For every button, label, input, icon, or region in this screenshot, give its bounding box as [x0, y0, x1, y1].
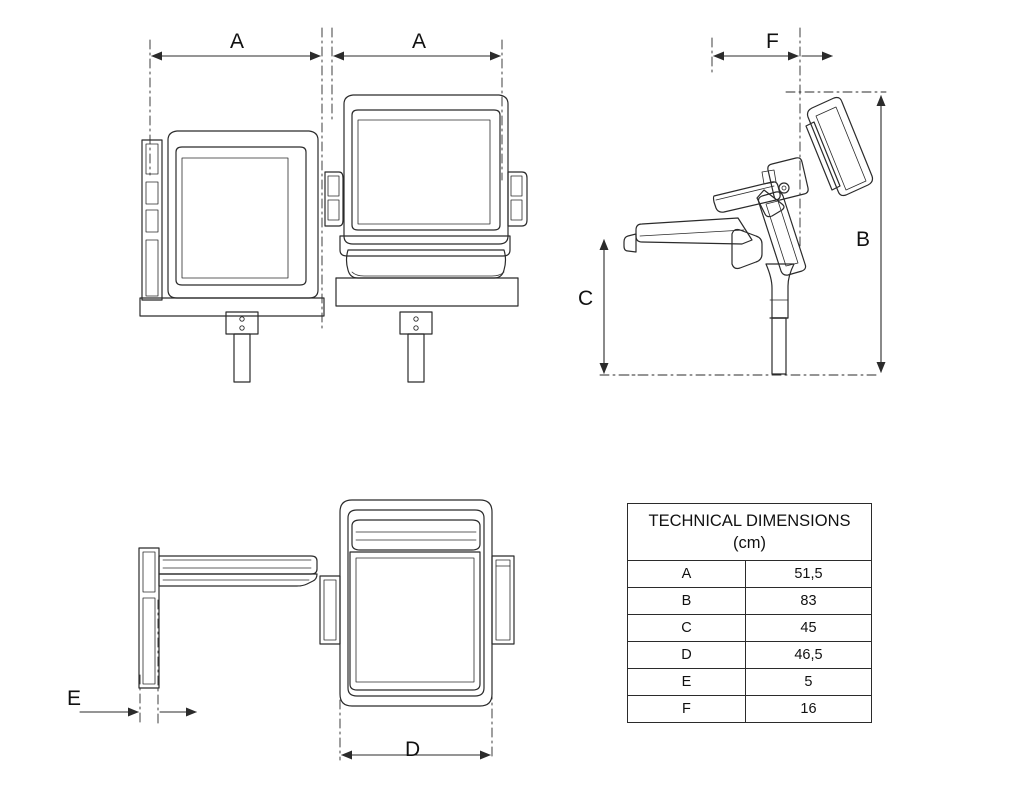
table-cell-symbol: D — [628, 642, 746, 669]
table-row — [628, 642, 872, 669]
table-row — [628, 615, 872, 642]
table-cell-symbol: A — [628, 561, 746, 588]
dimension-label-a-right: A — [412, 30, 427, 53]
table-cell-value: 16 — [745, 696, 871, 723]
table-row — [628, 669, 872, 696]
table-title-line2: (cm) — [733, 534, 766, 552]
table-cell-value: 83 — [745, 588, 871, 615]
table-title-cell — [628, 504, 872, 561]
table-row — [628, 588, 872, 615]
dimension-label-f: F — [766, 30, 780, 53]
table-cell-symbol: F — [628, 696, 746, 723]
dimension-label-c: C — [578, 287, 594, 310]
table-cell-value: 51,5 — [745, 561, 871, 588]
technical-dimensions-table — [627, 503, 872, 723]
dimension-label-a-left: A — [230, 30, 245, 53]
table-row — [628, 696, 872, 723]
top-view — [80, 500, 514, 760]
table-title-line1: TECHNICAL DIMENSIONS — [648, 511, 851, 530]
dimension-label-e: E — [67, 687, 82, 710]
table-cell-value: 45 — [745, 615, 871, 642]
table-cell-symbol: B — [628, 588, 746, 615]
side-view — [600, 28, 886, 375]
table-row — [628, 561, 872, 588]
table-cell-value: 5 — [745, 669, 871, 696]
dimension-label-b: B — [856, 228, 871, 251]
table-cell-symbol: C — [628, 615, 746, 642]
table-cell-symbol: E — [628, 669, 746, 696]
table-cell-value: 46,5 — [745, 642, 871, 669]
table-title-row — [628, 504, 872, 561]
dimension-label-d: D — [405, 738, 421, 761]
front-view — [140, 28, 527, 382]
